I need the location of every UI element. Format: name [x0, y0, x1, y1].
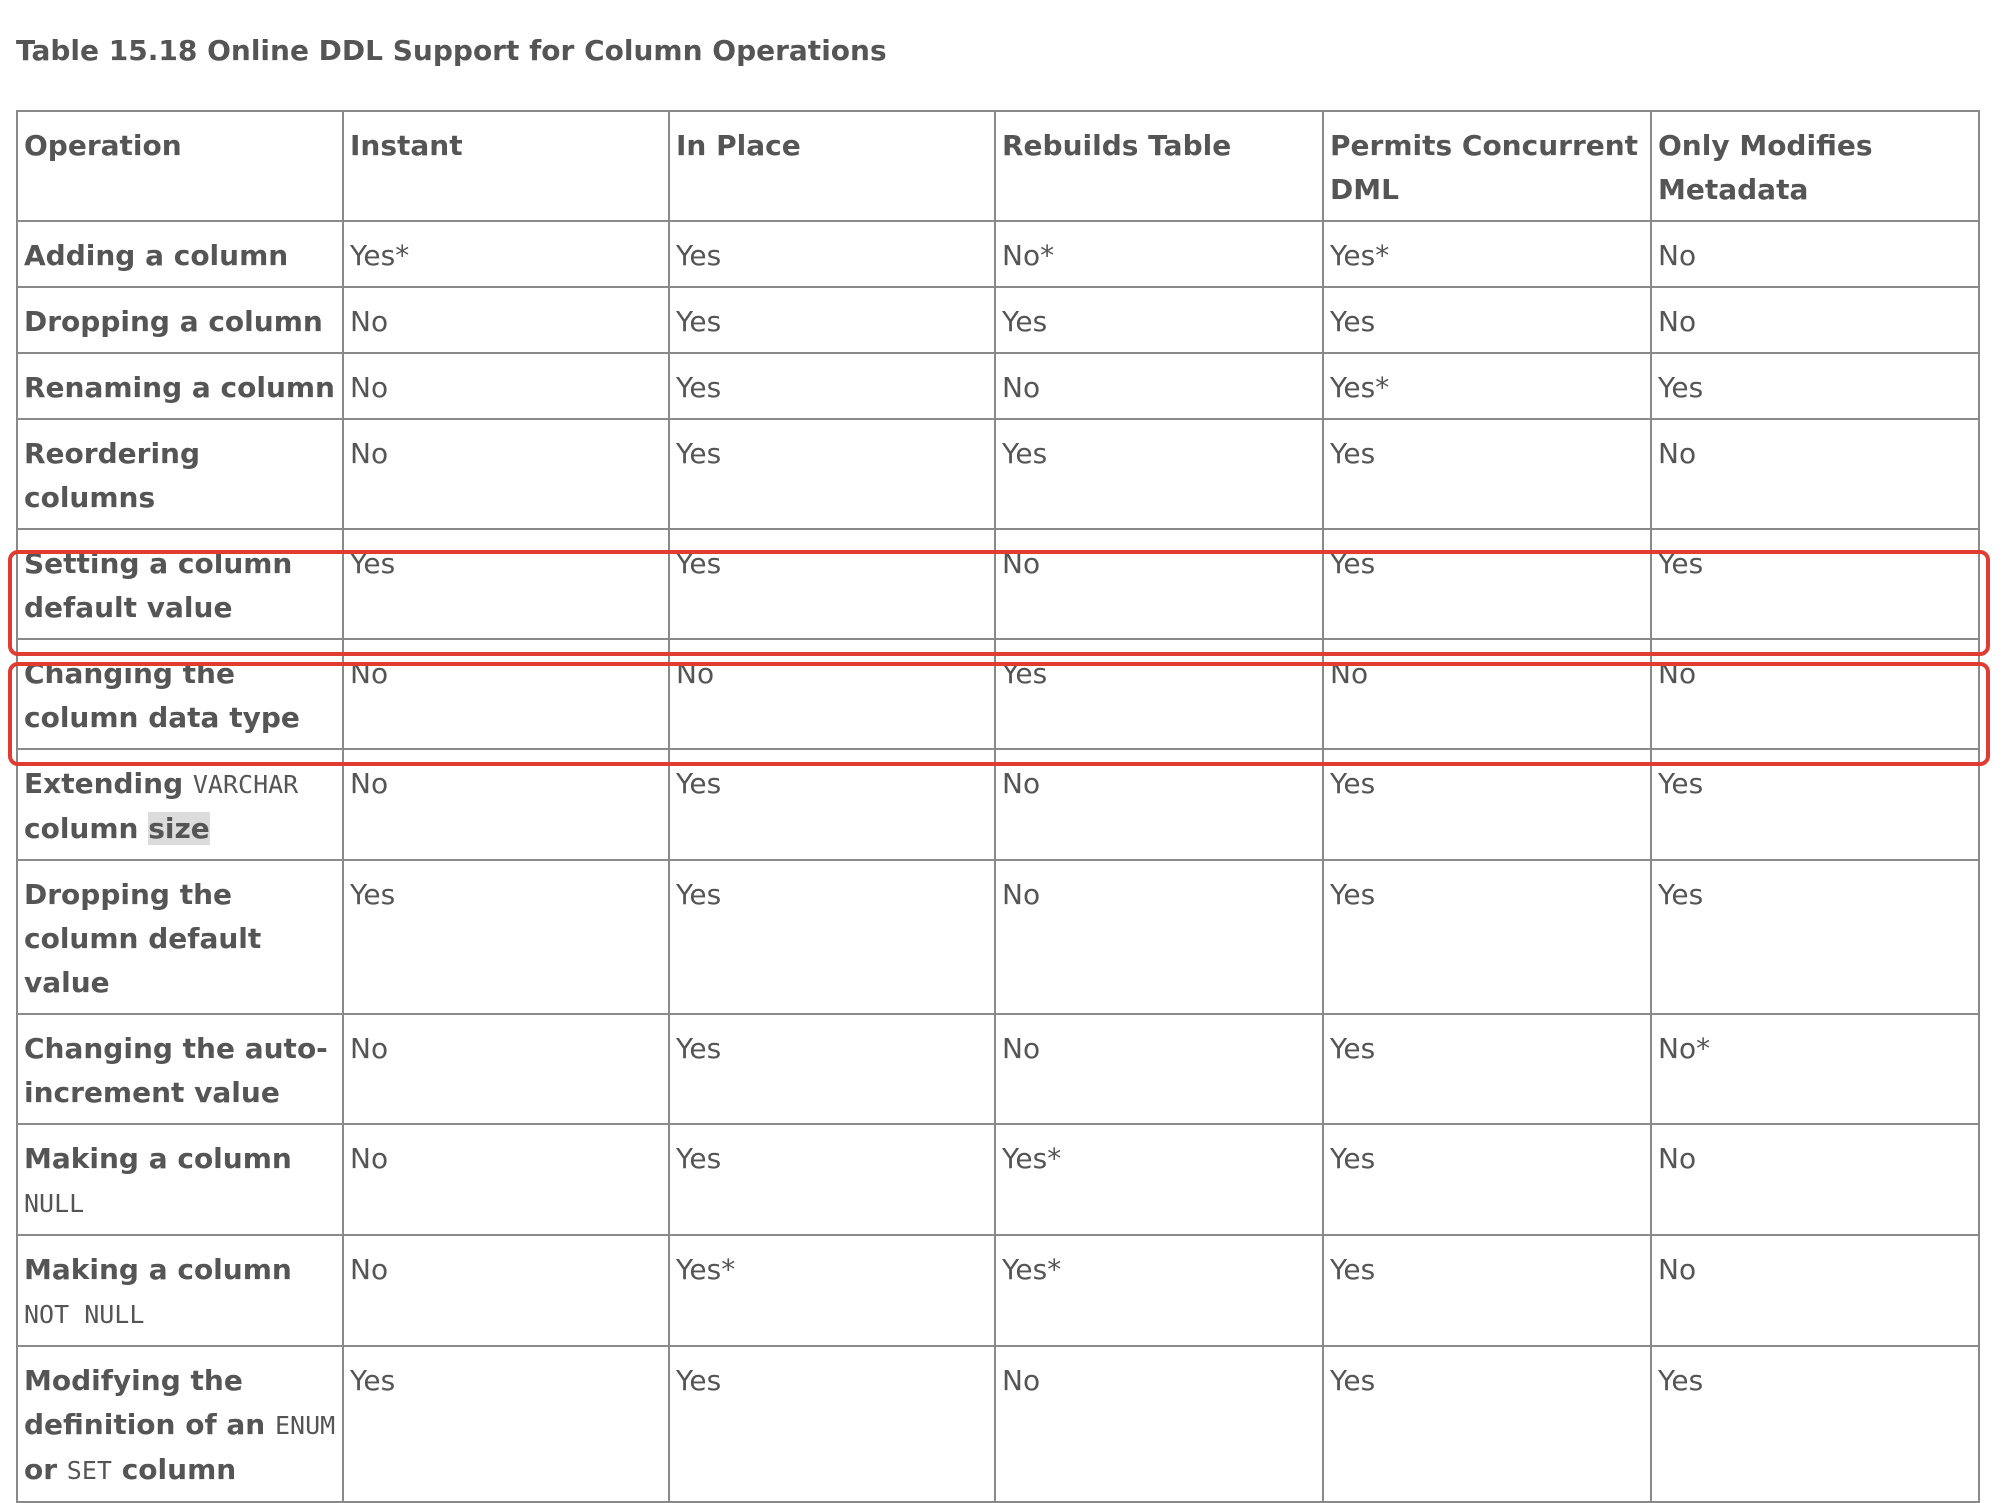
operation-cell: Reordering columns [17, 419, 343, 529]
metadata-cell: No [1651, 287, 1979, 353]
code-keyword: NOT NULL [24, 1300, 145, 1329]
operation-cell: Adding a column [17, 221, 343, 287]
table-row [17, 353, 1979, 419]
metadata-cell: Yes [1651, 749, 1979, 860]
operation-text: Extending [24, 767, 193, 800]
operation-cell: Setting a column default value [17, 529, 343, 639]
metadata-cell: Yes [1651, 860, 1979, 1014]
instant-cell: No [343, 749, 669, 860]
header-in-place: In Place [669, 111, 995, 221]
table-row [17, 1346, 1979, 1502]
concurrent-dml-cell: No [1323, 639, 1651, 749]
header-rebuilds-table: Rebuilds Table [995, 111, 1323, 221]
rebuilds-table-cell: No [995, 1014, 1323, 1124]
operation-text: Modifying the definition of an [24, 1364, 275, 1441]
operation-text: Making a column [24, 1253, 292, 1286]
header-instant: Instant [343, 111, 669, 221]
metadata-cell: Yes [1651, 353, 1979, 419]
rebuilds-table-cell: No [995, 529, 1323, 639]
concurrent-dml-cell: Yes* [1323, 221, 1651, 287]
table-row [17, 221, 1979, 287]
header-row [17, 111, 1979, 221]
table-row [17, 1124, 1979, 1235]
table-row [17, 1235, 1979, 1346]
highlight-box-data-type-row [8, 550, 1990, 656]
code-keyword: NULL [24, 1189, 85, 1218]
table-row [17, 287, 1979, 353]
rebuilds-table-cell: No [995, 860, 1323, 1014]
selected-text[interactable]: size [148, 812, 210, 845]
instant-cell: No [343, 1235, 669, 1346]
operation-cell: Changing the column data type [17, 639, 343, 749]
concurrent-dml-cell: Yes [1323, 287, 1651, 353]
concurrent-dml-cell: Yes [1323, 529, 1651, 639]
metadata-cell: No [1651, 1124, 1979, 1235]
instant-cell: Yes [343, 1346, 669, 1502]
in-place-cell: Yes [669, 353, 995, 419]
concurrent-dml-cell: Yes [1323, 749, 1651, 860]
in-place-cell: Yes [669, 1346, 995, 1502]
table-row [17, 419, 1979, 529]
in-place-cell: Yes [669, 529, 995, 639]
code-keyword: SET [66, 1456, 112, 1485]
metadata-cell: Yes [1651, 529, 1979, 639]
instant-cell: No [343, 1014, 669, 1124]
operation-text: column [111, 1453, 237, 1486]
metadata-cell: No [1651, 1235, 1979, 1346]
concurrent-dml-cell: Yes* [1323, 353, 1651, 419]
operation-cell: Changing the auto-increment value [17, 1014, 343, 1124]
table-caption: Table 15.18 Online DDL Support for Column Operations [16, 34, 887, 67]
instant-cell: No [343, 287, 669, 353]
in-place-cell: Yes* [669, 1235, 995, 1346]
instant-cell: Yes [343, 529, 669, 639]
rebuilds-table-cell: Yes [995, 287, 1323, 353]
in-place-cell: Yes [669, 860, 995, 1014]
operation-cell [17, 1235, 343, 1346]
instant-cell: No [343, 353, 669, 419]
rebuilds-table-cell: Yes* [995, 1235, 1323, 1346]
code-keyword: VARCHAR [192, 770, 299, 799]
concurrent-dml-cell: Yes [1323, 1235, 1651, 1346]
metadata-cell: No [1651, 419, 1979, 529]
operation-cell [17, 1346, 343, 1502]
concurrent-dml-cell: Yes [1323, 1346, 1651, 1502]
in-place-cell: No [669, 639, 995, 749]
header-permits-concurrent-dml: Permits Concurrent DML [1323, 111, 1651, 221]
operation-cell: Dropping the column default value [17, 860, 343, 1014]
rebuilds-table-cell: No [995, 353, 1323, 419]
highlight-box-varchar-row [8, 662, 1990, 766]
table-row [17, 860, 1979, 1014]
concurrent-dml-cell: Yes [1323, 860, 1651, 1014]
rebuilds-table-cell: Yes [995, 639, 1323, 749]
concurrent-dml-cell: Yes [1323, 1014, 1651, 1124]
in-place-cell: Yes [669, 419, 995, 529]
instant-cell: No [343, 1124, 669, 1235]
rebuilds-table-cell: Yes [995, 419, 1323, 529]
in-place-cell: Yes [669, 1014, 995, 1124]
concurrent-dml-cell: Yes [1323, 419, 1651, 529]
instant-cell: No [343, 419, 669, 529]
code-keyword: ENUM [274, 1411, 336, 1440]
operation-text: or [24, 1453, 67, 1486]
concurrent-dml-cell: Yes [1323, 1124, 1651, 1235]
in-place-cell: Yes [669, 287, 995, 353]
table-row [17, 1014, 1979, 1124]
metadata-cell: No [1651, 639, 1979, 749]
metadata-cell: No [1651, 221, 1979, 287]
rebuilds-table-cell: No [995, 1346, 1323, 1502]
in-place-cell: Yes [669, 749, 995, 860]
operation-cell [17, 1124, 343, 1235]
instant-cell: No [343, 639, 669, 749]
header-only-modifies-metadata: Only Modifies Metadata [1651, 111, 1979, 221]
metadata-cell: Yes [1651, 1346, 1979, 1502]
rebuilds-table-cell: Yes* [995, 1124, 1323, 1235]
ddl-support-table [16, 110, 1980, 1503]
operation-cell: Dropping a column [17, 287, 343, 353]
metadata-cell: No* [1651, 1014, 1979, 1124]
instant-cell: Yes* [343, 221, 669, 287]
operation-text: column [24, 812, 149, 845]
operation-cell: Renaming a column [17, 353, 343, 419]
in-place-cell: Yes [669, 221, 995, 287]
in-place-cell: Yes [669, 1124, 995, 1235]
instant-cell: Yes [343, 860, 669, 1014]
rebuilds-table-cell: No [995, 749, 1323, 860]
rebuilds-table-cell: No* [995, 221, 1323, 287]
operation-text: Making a column [24, 1142, 292, 1175]
header-operation: Operation [17, 111, 343, 221]
